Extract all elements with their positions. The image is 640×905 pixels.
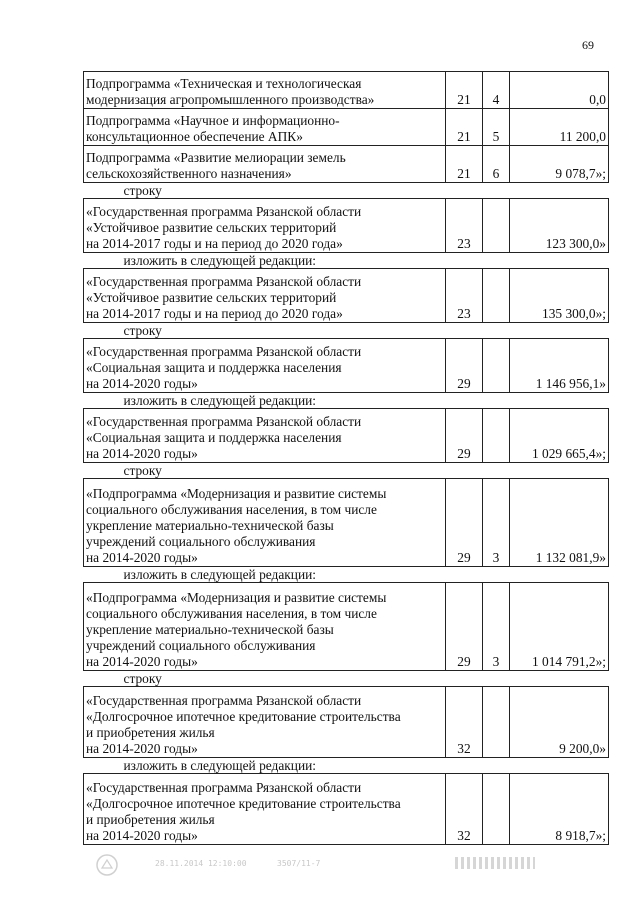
table-row [84, 269, 609, 323]
footer [95, 851, 545, 881]
page-number: 69 [582, 38, 594, 52]
subsection-code-cell [483, 269, 510, 323]
section-code-cell: 21 [446, 109, 483, 146]
section-code-cell: 29 [446, 339, 483, 393]
amount-cell: 8 918,7»; [510, 774, 609, 845]
amount-cell: 1 146 956,1» [510, 339, 609, 393]
program-name-cell: «Подпрограмма «Модернизация и развитие системы социального обслуживания населения, в том числе укрепление материально-технической базы учреждений социального обслуживания на 2014-2020 годы» [84, 479, 446, 567]
program-name-cell: «Государственная программа Рязанской области «Социальная защита и поддержка населения на 2014-2020 годы» [84, 339, 446, 393]
amount-cell: 11 200,0 [510, 109, 609, 146]
instruction-row [84, 183, 609, 199]
budget-table [83, 71, 609, 845]
amount-cell: 1 014 791,2»; [510, 583, 609, 671]
table-row [84, 583, 609, 671]
instruction-text: изложить в следующей редакции: [123, 393, 317, 408]
instruction-text: строку [123, 463, 162, 478]
budget-table-body [84, 72, 609, 845]
instruction-text: строку [123, 323, 162, 338]
section-code-cell: 23 [446, 199, 483, 253]
instruction-row [84, 758, 609, 774]
footer-watermark [455, 857, 535, 869]
registry-stamp-icon [95, 853, 119, 877]
section-code-cell: 21 [446, 146, 483, 183]
section-code-cell: 23 [446, 269, 483, 323]
instruction-text: строку [123, 183, 162, 198]
program-name-cell: «Государственная программа Рязанской области «Устойчивое развитие сельских территорий на 2014-2017 годы и на период до 2020 года» [84, 199, 446, 253]
program-name-cell: Подпрограмма «Техническая и технологическая модернизация агропромышленного производства» [84, 72, 446, 109]
footer-code: 3507/11-7 [277, 859, 321, 868]
subsection-code-cell [483, 199, 510, 253]
instruction-row [84, 463, 609, 479]
instruction-row [84, 567, 609, 583]
amount-cell: 1 132 081,9» [510, 479, 609, 567]
section-code-cell: 29 [446, 409, 483, 463]
instruction-text: изложить в следующей редакции: [123, 758, 317, 773]
table-row [84, 199, 609, 253]
table-row [84, 409, 609, 463]
subsection-code-cell: 4 [483, 72, 510, 109]
program-name-cell: Подпрограмма «Научное и информационно- консультационное обеспечение АПК» [84, 109, 446, 146]
instruction-text: изложить в следующей редакции: [123, 253, 317, 268]
table-row [84, 687, 609, 758]
footer-date: 28.11.2014 12:10:00 [155, 859, 247, 868]
subsection-code-cell: 3 [483, 583, 510, 671]
section-code-cell: 21 [446, 72, 483, 109]
program-name-cell: «Подпрограмма «Модернизация и развитие системы социального обслуживания населения, в том числе укрепление материально-технической базы учреждений социального обслуживания на 2014-2020 годы» [84, 583, 446, 671]
subsection-code-cell: 5 [483, 109, 510, 146]
program-name-cell: «Государственная программа Рязанской области «Долгосрочное ипотечное кредитование строительства и приобретения жилья на 2014-2020 годы» [84, 687, 446, 758]
section-code-cell: 29 [446, 479, 483, 567]
subsection-code-cell: 6 [483, 146, 510, 183]
subsection-code-cell [483, 687, 510, 758]
instruction-row [84, 323, 609, 339]
instruction-row [84, 253, 609, 269]
instruction-text: изложить в следующей редакции: [123, 567, 317, 582]
subsection-code-cell [483, 774, 510, 845]
amount-cell: 135 300,0»; [510, 269, 609, 323]
program-name-cell: Подпрограмма «Развитие мелиорации земель сельскохозяйственного назначения» [84, 146, 446, 183]
section-code-cell: 29 [446, 583, 483, 671]
table-row [84, 479, 609, 567]
instruction-row [84, 671, 609, 687]
program-name-cell: «Государственная программа Рязанской области «Социальная защита и поддержка населения на 2014-2020 годы» [84, 409, 446, 463]
table-row [84, 774, 609, 845]
amount-cell: 9 200,0» [510, 687, 609, 758]
amount-cell: 1 029 665,4»; [510, 409, 609, 463]
amount-cell: 9 078,7»; [510, 146, 609, 183]
section-code-cell: 32 [446, 774, 483, 845]
program-name-cell: «Государственная программа Рязанской области «Долгосрочное ипотечное кредитование строительства и приобретения жилья на 2014-2020 годы» [84, 774, 446, 845]
subsection-code-cell [483, 409, 510, 463]
section-code-cell: 32 [446, 687, 483, 758]
instruction-text: строку [123, 671, 162, 686]
program-name-cell: «Государственная программа Рязанской области «Устойчивое развитие сельских территорий на 2014-2017 годы и на период до 2020 года» [84, 269, 446, 323]
amount-cell: 0,0 [510, 72, 609, 109]
table-row [84, 146, 609, 183]
subsection-code-cell [483, 339, 510, 393]
table-row [84, 72, 609, 109]
table-row [84, 339, 609, 393]
table-row [84, 109, 609, 146]
subsection-code-cell: 3 [483, 479, 510, 567]
amount-cell: 123 300,0» [510, 199, 609, 253]
instruction-row [84, 393, 609, 409]
